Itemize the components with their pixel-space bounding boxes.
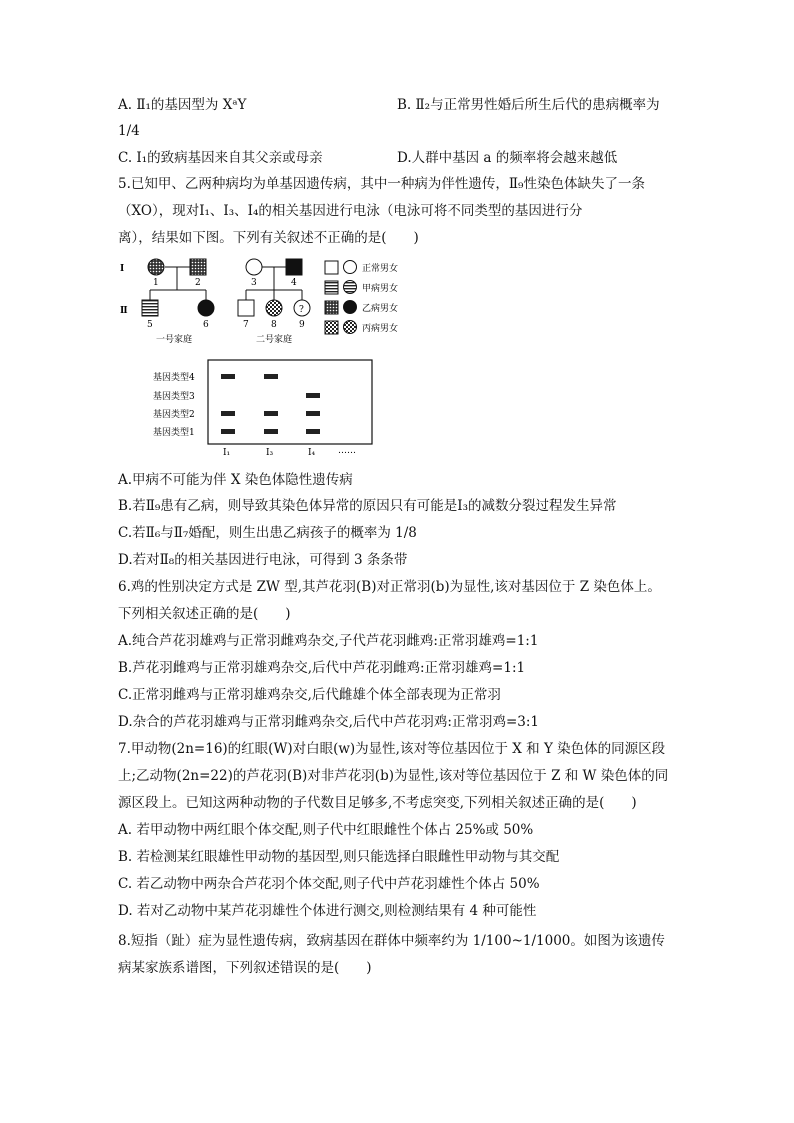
legend-bing: 丙病男女 [362, 324, 399, 334]
label-4: 4 [291, 278, 297, 288]
individual-II5 [142, 300, 158, 316]
band-I3-type2 [264, 411, 278, 416]
gen-label-1: Ⅰ [120, 264, 125, 274]
individual-I1 [148, 259, 164, 275]
legend-yi: 乙病男女 [362, 304, 399, 314]
q4-option-d: D.人群中基因 a 的频率将会越来越低 [397, 150, 618, 166]
electrophoresis-figure [146, 358, 378, 458]
q7-option-b: B. 若检测某红眼雄性甲动物的基因型,则只能选择白眼雌性甲动物与其交配 [118, 849, 560, 865]
q7-option-d: D. 若对乙动物中某芦花羽雄性个体进行测交,则检测结果有 4 种可能性 [118, 903, 537, 919]
individual-II7 [238, 300, 254, 316]
q4-option-b: B. Ⅱ₂与正常男性婚后所生后代的患病概率为 [397, 97, 660, 113]
legend-normal: 正常男女 [362, 264, 399, 274]
band-I3-type4 [264, 374, 278, 379]
q6-stem-line1: 6.鸡的性别决定方式是 ZW 型,其芦花羽(B)对正常羽(b)为显性,该对基因位于 Z 染色体上。 [118, 579, 661, 595]
q6-option-b: B.芦花羽雌鸡与正常羽雄鸡杂交,后代中芦花羽雌鸡:正常羽雄鸡=1:1 [118, 660, 526, 676]
label-1: 1 [153, 278, 159, 288]
gel-col-I3: Ⅰ₃ [266, 448, 274, 458]
q4-option-b-cont: 1/4 [118, 123, 140, 139]
label-7: 7 [243, 320, 249, 330]
family2-caption: 二号家庭 [256, 335, 293, 344]
q7-option-a: A. 若甲动物中两红眼个体交配,则子代中红眼雌性个体占 25%或 50% [118, 822, 534, 838]
band-I4-type2 [306, 411, 320, 416]
q5-option-b: B.若Ⅱ₉患有乙病，则导致其染色体异常的原因只有可能是Ⅰ₃的减数分裂过程发生异常 [118, 498, 617, 514]
band-I3-type1 [264, 429, 278, 434]
label-8: 8 [271, 320, 277, 330]
q7-stem-line1: 7.甲动物(2n=16)的红眼(W)对白眼(w)为显性,该对等位基因位于 X 和 Y 染色体的同源区段 [118, 741, 666, 757]
q6-option-d: D.杂合的芦花羽雄鸡与正常羽雌鸡杂交,后代中芦花羽鸡:正常羽鸡=3:1 [118, 714, 540, 730]
unknown-mark: ? [299, 305, 304, 315]
q7-stem-line2: 上;乙动物(2n=22)的芦花羽(B)对非芦花羽(b)为显性,该对等位基因位于 Z 和 W 染色体的同 [118, 768, 669, 784]
q4-option-a: A. Ⅱ₁的基因型为 XᵃY [118, 97, 247, 113]
label-3: 3 [251, 278, 257, 288]
gel-row-2: 基因类型2 [153, 410, 195, 420]
q8-stem-line2: 病某家族系谱图，下列叙述错误的是( ) [118, 960, 372, 976]
family1-caption: 一号家庭 [156, 335, 193, 344]
individual-I3 [246, 259, 262, 275]
band-I4-type1 [306, 429, 320, 434]
individual-II8 [266, 300, 282, 316]
gel-row-3: 基因类型3 [153, 392, 195, 402]
gel-col-I4: Ⅰ₄ [308, 448, 316, 458]
q8-stem-line1: 8.短指（趾）症为显性遗传病，致病基因在群体中频率约为 1/100~1/1000。如图为该遗传 [118, 933, 665, 949]
band-I1-type2 [221, 411, 235, 416]
label-2: 2 [195, 278, 201, 288]
gel-row-4: 基因类型4 [153, 373, 195, 383]
band-I4-type3 [306, 393, 320, 398]
q7-stem-line3: 源区段上。已知这两种动物的子代数目足够多,不考虑突变,下列相关叙述正确的是( ) [118, 795, 637, 811]
q6-option-c: C.正常羽雌鸡与正常羽雄鸡杂交,后代雌雄个体全部表现为正常羽 [118, 687, 501, 703]
individual-I2 [190, 259, 206, 275]
gel-col-etc: …… [338, 446, 356, 456]
q4-option-c: C. Ⅰ₁的致病基因来自其父亲或母亲 [118, 150, 323, 166]
q6-option-a: A.纯合芦花羽雄鸡与正常羽雌鸡杂交,子代芦花羽雌鸡:正常羽雄鸡=1:1 [118, 633, 539, 649]
individual-I4 [286, 259, 302, 275]
q5-stem-line2: （XO），现对Ⅰ₁、Ⅰ₃、Ⅰ₄的相关基因进行电泳（电泳可将不同类型的基因进行分 [118, 203, 583, 219]
label-6: 6 [203, 320, 209, 330]
legend-jia: 甲病男女 [362, 284, 399, 294]
label-9: 9 [299, 320, 305, 330]
q7-option-c: C. 若乙动物中两杂合芦花羽个体交配,则子代中芦花羽雄性个体占 50% [118, 876, 540, 892]
pedigree-figure [116, 252, 416, 344]
gel-col-I1: Ⅰ₁ [223, 448, 231, 458]
gen-label-2: Ⅱ [120, 306, 128, 316]
gel-row-1: 基因类型1 [153, 428, 195, 438]
q5-option-a: A.甲病不可能为伴 X 染色体隐性遗传病 [118, 472, 353, 488]
q5-stem-line1: 5.已知甲、乙两种病均为单基因遗传病，其中一种病为伴性遗传，Ⅱ₉性染色体缺失了一条 [118, 176, 645, 192]
q5-option-c: C.若Ⅱ₆与Ⅱ₇婚配，则生出患乙病孩子的概率为 1/8 [118, 525, 417, 541]
label-5: 5 [147, 320, 153, 330]
band-I1-type1 [221, 429, 235, 434]
band-I1-type4 [221, 374, 235, 379]
q5-stem-line3: 离），结果如下图。下列有关叙述不正确的是( ) [118, 230, 419, 246]
individual-II6 [198, 300, 214, 316]
q5-option-d: D.若对Ⅱ₈的相关基因进行电泳，可得到 3 条条带 [118, 552, 408, 568]
q6-stem-line2: 下列相关叙述正确的是( ) [118, 606, 291, 622]
